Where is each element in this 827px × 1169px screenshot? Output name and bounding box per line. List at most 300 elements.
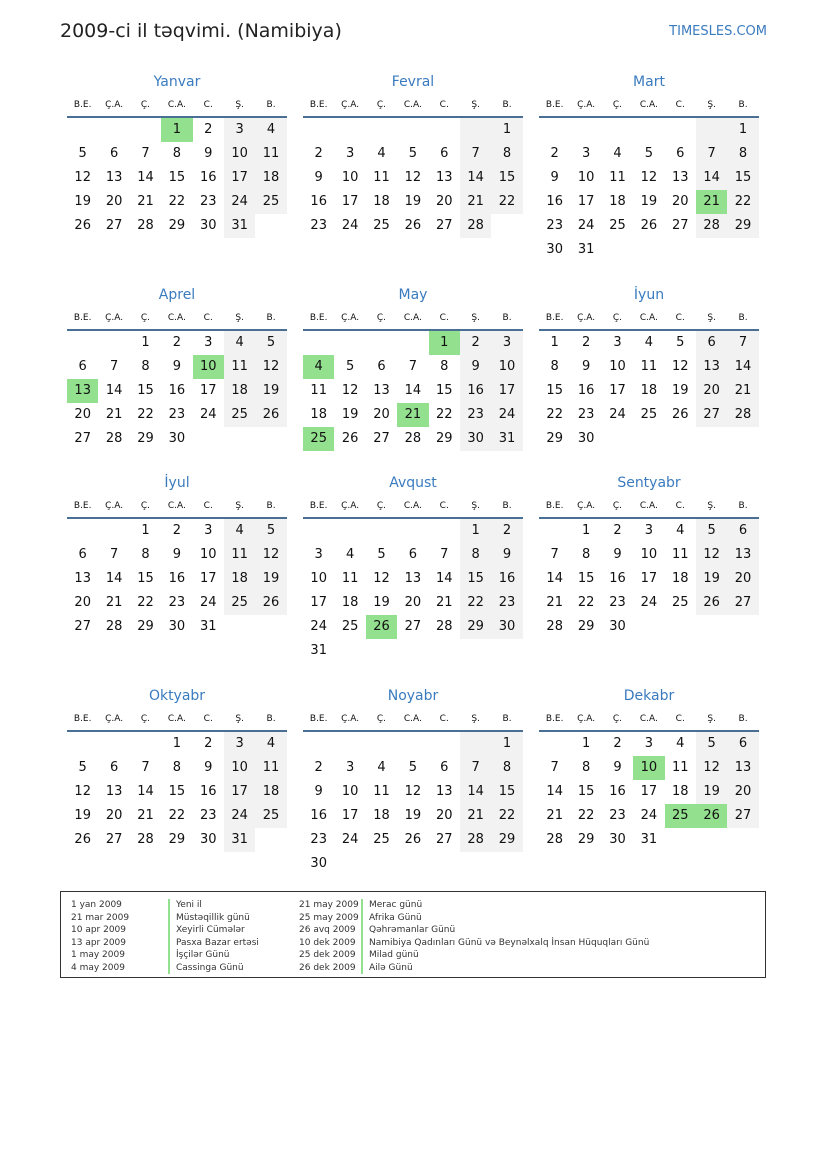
day-cell: 13	[74, 571, 91, 586]
day-cell: 18	[341, 595, 359, 610]
day-cell: 8	[460, 543, 491, 567]
month-name: Oktyabr	[148, 688, 206, 704]
day-cell: 13	[727, 543, 758, 567]
day-cell: 7	[440, 547, 449, 562]
day-cell: 28	[546, 619, 563, 634]
day-cell: 13	[671, 170, 689, 185]
weekday-label: B.	[738, 714, 748, 724]
weekday-label: B.E.	[309, 714, 328, 724]
day-cell: 17	[224, 166, 255, 190]
weekday-header	[303, 708, 523, 732]
day-cell: 19	[341, 407, 359, 422]
day-cell: 11	[373, 784, 390, 799]
day-cell: 20	[727, 567, 758, 591]
day-cell: 23	[546, 218, 563, 233]
day-cell: 22	[546, 407, 563, 422]
day-cell: 7	[109, 547, 119, 562]
day-cell-empty	[334, 331, 365, 355]
day-cell-empty	[539, 732, 570, 756]
day-cell: 11	[224, 355, 255, 379]
day-cell-empty	[303, 732, 334, 756]
day-cell: 28	[460, 214, 491, 238]
day-cell: 8	[581, 760, 591, 775]
day-cell: 24	[341, 218, 359, 233]
day-cell: 18	[255, 166, 286, 190]
day-cell: 9	[460, 355, 491, 379]
day-cell: 11	[373, 170, 390, 185]
day-cell: 16	[168, 383, 186, 398]
day-cell: 26	[341, 431, 359, 446]
day-cell: 14	[546, 571, 563, 586]
weekday-label: B.E.	[545, 714, 564, 724]
day-cell: 14	[404, 383, 422, 398]
day-cell: 5	[78, 760, 87, 775]
day-cell: 22	[577, 808, 595, 823]
day-cell: 15	[137, 571, 154, 586]
day-cell: 12	[373, 571, 390, 586]
day-cell: 19	[640, 194, 658, 209]
day-cell: 29	[137, 431, 154, 446]
day-cell: 30	[491, 615, 522, 639]
day-cell: 19	[255, 567, 286, 591]
day-cell: 9	[172, 359, 181, 374]
day-cell: 12	[404, 170, 422, 185]
day-cell: 19	[404, 808, 422, 823]
day-cell-empty	[539, 519, 570, 543]
day-cell: 21	[137, 194, 154, 209]
day-cell: 28	[137, 218, 154, 233]
month-name: Dekabr	[623, 688, 675, 704]
day-cell: 24	[224, 804, 255, 828]
day-cell-empty	[366, 331, 397, 355]
day-cell-empty	[397, 732, 428, 756]
day-cell: 6	[676, 146, 685, 161]
day-cell: 27	[105, 218, 123, 233]
day-cell: 4	[676, 736, 685, 751]
day-cell: 3	[345, 146, 355, 161]
legend-date: 25 dek 2009	[299, 950, 356, 960]
day-cell: 21	[105, 595, 123, 610]
day-cell: 9	[550, 170, 559, 185]
weekday-label: C.A.	[639, 100, 658, 110]
day-cell: 3	[224, 118, 255, 142]
legend-date: 4 may 2009	[71, 962, 125, 973]
day-cell: 8	[550, 359, 559, 374]
day-cell: 30	[609, 832, 626, 847]
weekday-label: B.	[738, 501, 748, 511]
day-cell: 16	[460, 379, 491, 403]
weekday-label: Ç.A.	[105, 501, 124, 511]
day-cell: 26	[671, 407, 689, 422]
day-cell: 30	[168, 619, 186, 634]
day-cell: 1	[460, 519, 491, 543]
weekday-label: C.	[203, 313, 213, 323]
day-cell: 6	[696, 331, 727, 355]
holiday-legend	[60, 891, 766, 978]
legend-holiday-name: Afrika Günü	[361, 912, 422, 925]
weekday-label: C.A.	[639, 714, 658, 724]
weekday-label: C.A.	[167, 714, 186, 724]
day-cell: 8	[141, 547, 150, 562]
day-cell: 23	[199, 194, 217, 209]
weekday-label: B.	[738, 100, 748, 110]
day-cell: 27	[74, 431, 91, 446]
day-cell: 1	[727, 118, 758, 142]
day-cell: 11	[640, 359, 658, 374]
day-cell-empty	[539, 118, 570, 142]
day-cell: 3	[613, 335, 622, 350]
day-cell: 3	[581, 146, 591, 161]
weekday-label: Ç.	[612, 313, 623, 323]
day-cell: 23	[199, 808, 217, 823]
day-cell-holiday: 4	[303, 355, 334, 379]
day-cell: 10	[640, 547, 658, 562]
month-fevral	[303, 75, 523, 238]
legend-row	[299, 912, 649, 925]
legend-holiday-name: Cassinga Günü	[168, 962, 244, 975]
day-cell: 23	[310, 832, 327, 847]
day-cell-empty	[303, 519, 334, 543]
day-cell: 7	[460, 756, 491, 780]
weekday-header	[67, 94, 287, 118]
day-grid	[303, 732, 523, 876]
day-grid	[539, 732, 759, 852]
day-cell: 10	[310, 571, 327, 586]
page-title: 2009-ci il təqvimi. (Namibiya)	[60, 20, 342, 42]
day-cell: 15	[727, 166, 758, 190]
weekday-label: Ç.	[612, 501, 623, 511]
weekday-label: B.	[266, 100, 276, 110]
weekday-header	[539, 708, 759, 732]
day-cell: 27	[373, 431, 390, 446]
day-cell-holiday: 26	[696, 804, 727, 828]
day-cell: 1	[172, 736, 181, 751]
day-cell: 21	[460, 190, 491, 214]
weekday-label: Ş.	[471, 313, 480, 323]
day-cell: 24	[199, 595, 217, 610]
day-cell: 21	[137, 808, 154, 823]
day-cell: 25	[255, 804, 286, 828]
day-cell: 12	[341, 383, 359, 398]
day-cell: 29	[727, 214, 758, 238]
day-cell: 6	[109, 760, 119, 775]
day-cell-empty	[303, 118, 334, 142]
day-cell: 27	[435, 218, 453, 233]
legend-holiday-name: Yeni il	[168, 899, 202, 912]
day-cell: 9	[314, 170, 323, 185]
day-cell-holiday: 21	[696, 190, 727, 214]
day-cell: 15	[491, 780, 522, 804]
day-cell: 6	[440, 760, 449, 775]
weekday-label: B.E.	[73, 313, 92, 323]
day-cell: 7	[696, 142, 727, 166]
day-cell-empty	[366, 519, 397, 543]
weekday-label: B.E.	[309, 313, 328, 323]
day-cell: 2	[172, 523, 181, 538]
day-cell: 10	[577, 170, 595, 185]
day-cell: 2	[314, 146, 323, 161]
day-cell: 6	[727, 732, 758, 756]
legend-date: 13 apr 2009	[71, 937, 127, 948]
day-cell: 12	[696, 543, 727, 567]
day-cell: 8	[440, 359, 449, 374]
day-cell: 4	[345, 547, 355, 562]
day-cell-empty	[397, 519, 428, 543]
day-cell: 5	[696, 732, 727, 756]
day-cell-empty	[130, 118, 161, 142]
day-cell: 10	[609, 359, 626, 374]
day-grid	[539, 519, 759, 639]
day-cell: 4	[255, 118, 286, 142]
legend-row	[299, 899, 649, 912]
day-cell: 23	[168, 595, 186, 610]
day-cell: 1	[491, 118, 522, 142]
day-cell: 1	[141, 523, 150, 538]
day-cell: 28	[137, 832, 154, 847]
weekday-label: B.	[502, 313, 512, 323]
day-cell-empty	[366, 118, 397, 142]
day-cell: 17	[640, 784, 658, 799]
day-cell: 14	[696, 166, 727, 190]
legend-holiday-name: Namibiya Qadınları Günü və Beynəlxalq İnsan Hüquqları Günü	[361, 937, 649, 950]
site-logo[interactable]: TIMESLES.COM	[669, 24, 767, 39]
day-cell: 20	[696, 379, 727, 403]
day-cell: 11	[671, 760, 689, 775]
day-cell: 17	[491, 379, 522, 403]
day-cell: 31	[224, 828, 255, 852]
day-cell: 21	[727, 379, 758, 403]
day-cell: 10	[491, 355, 522, 379]
day-cell: 17	[609, 383, 626, 398]
day-cell: 15	[577, 784, 595, 799]
day-cell: 11	[671, 547, 689, 562]
day-cell: 12	[696, 756, 727, 780]
day-cell: 22	[491, 190, 522, 214]
day-cell: 25	[224, 591, 255, 615]
day-cell: 7	[550, 760, 559, 775]
legend-holiday-name: Qəhrəmanlar Günü	[361, 924, 455, 937]
day-cell: 29	[546, 431, 563, 446]
weekday-label: Ç.	[612, 714, 623, 724]
day-cell: 22	[137, 407, 154, 422]
day-cell: 25	[255, 190, 286, 214]
day-cell: 29	[168, 218, 186, 233]
day-cell: 7	[109, 359, 119, 374]
day-cell: 1	[581, 736, 591, 751]
day-cell: 30	[168, 431, 186, 446]
day-cell: 25	[341, 619, 359, 634]
legend-row	[299, 924, 649, 937]
day-cell-empty	[334, 118, 365, 142]
weekday-label: C.	[675, 313, 685, 323]
day-grid	[303, 118, 523, 238]
day-cell-empty	[696, 118, 727, 142]
weekday-label: Ş.	[707, 313, 716, 323]
legend-holiday-name: Xeyirli Cümələr	[168, 924, 245, 937]
weekday-label: B.E.	[73, 501, 92, 511]
weekday-label: B.	[738, 313, 748, 323]
day-cell-empty	[665, 118, 696, 142]
weekday-label: C.A.	[639, 501, 658, 511]
weekday-label: C.A.	[167, 313, 186, 323]
day-cell-empty	[334, 732, 365, 756]
weekday-header	[303, 94, 523, 118]
legend-date: 26 avq 2009	[299, 925, 356, 935]
weekday-label: B.E.	[545, 501, 564, 511]
day-cell: 21	[546, 595, 563, 610]
day-cell-empty	[429, 732, 460, 756]
day-cell: 17	[310, 595, 327, 610]
day-cell: 20	[105, 808, 123, 823]
legend-date: 10 apr 2009	[71, 925, 127, 935]
day-cell: 2	[613, 736, 622, 751]
weekday-label: Ç.A.	[577, 501, 596, 511]
weekday-label: Ç.	[376, 714, 387, 724]
legend-holiday-name: Milad günü	[361, 949, 419, 962]
day-cell: 16	[609, 784, 626, 799]
day-cell: 31	[224, 214, 255, 238]
weekday-label: B.E.	[309, 501, 328, 511]
day-cell: 16	[310, 194, 327, 209]
day-cell: 9	[491, 543, 522, 567]
day-cell-holiday: 25	[303, 427, 334, 451]
legend-row	[61, 912, 259, 925]
weekday-label: Ş.	[707, 501, 716, 511]
day-cell: 7	[727, 331, 758, 355]
weekday-label: C.	[439, 714, 449, 724]
weekday-header	[539, 307, 759, 331]
day-cell: 4	[676, 523, 685, 538]
month-name: Fevral	[391, 74, 435, 90]
month-name: İyun	[633, 287, 665, 303]
day-cell: 8	[727, 142, 758, 166]
day-cell: 4	[377, 146, 386, 161]
weekday-label: C.A.	[639, 313, 658, 323]
day-cell: 16	[199, 170, 217, 185]
day-cell-empty	[130, 732, 161, 756]
day-cell: 26	[255, 591, 286, 615]
day-cell: 7	[550, 547, 559, 562]
day-cell: 8	[581, 547, 591, 562]
weekday-label: Ş.	[235, 501, 244, 511]
day-cell: 18	[224, 567, 255, 591]
day-cell-empty	[602, 118, 633, 142]
weekday-label: Ç.	[140, 714, 151, 724]
month-dekabr	[539, 689, 759, 852]
day-cell: 18	[255, 780, 286, 804]
day-cell: 16	[491, 567, 522, 591]
month-mart	[539, 75, 759, 262]
day-cell: 3	[204, 523, 213, 538]
weekday-label: C.A.	[403, 313, 422, 323]
weekday-label: Ç.	[140, 313, 151, 323]
day-cell: 24	[609, 407, 626, 422]
day-cell-empty	[98, 519, 129, 543]
day-cell: 22	[491, 804, 522, 828]
legend-date: 1 may 2009	[71, 950, 125, 960]
day-cell: 29	[168, 832, 186, 847]
legend-row	[61, 899, 259, 912]
day-cell: 2	[204, 736, 213, 751]
day-cell: 24	[577, 218, 595, 233]
day-cell: 17	[640, 571, 658, 586]
month-name: Aprel	[158, 287, 196, 303]
day-cell: 26	[640, 218, 658, 233]
weekday-label: C.A.	[403, 501, 422, 511]
day-cell: 1	[141, 335, 150, 350]
day-cell: 23	[460, 403, 491, 427]
weekday-label: B.E.	[73, 100, 92, 110]
day-cell: 21	[435, 595, 453, 610]
day-cell: 8	[172, 146, 181, 161]
weekday-label: Ç.	[376, 501, 387, 511]
day-cell: 29	[137, 619, 154, 634]
day-cell: 7	[460, 142, 491, 166]
month-aprel	[67, 288, 287, 451]
legend-column-2	[299, 899, 649, 974]
day-cell: 18	[640, 383, 658, 398]
weekday-label: Ç.A.	[341, 100, 360, 110]
day-cell-empty	[366, 732, 397, 756]
day-cell: 5	[408, 760, 417, 775]
day-cell: 20	[105, 194, 123, 209]
day-cell-empty	[67, 519, 98, 543]
day-cell: 24	[199, 407, 217, 422]
day-cell: 26	[404, 832, 422, 847]
day-cell: 16	[199, 784, 217, 799]
day-cell: 6	[408, 547, 417, 562]
day-cell: 15	[435, 383, 453, 398]
weekday-label: Ş.	[235, 714, 244, 724]
legend-row	[61, 924, 259, 937]
day-cell: 3	[204, 335, 213, 350]
day-cell: 12	[255, 355, 286, 379]
day-cell: 25	[640, 407, 658, 422]
day-cell: 14	[105, 383, 123, 398]
day-cell: 19	[671, 383, 689, 398]
legend-holiday-name: Merac günü	[361, 899, 422, 912]
day-cell-holiday: 10	[193, 355, 224, 379]
day-cell: 23	[168, 407, 186, 422]
day-cell: 8	[172, 760, 181, 775]
day-cell: 10	[224, 142, 255, 166]
day-grid	[539, 331, 759, 451]
weekday-label: C.	[675, 100, 685, 110]
day-cell: 19	[696, 780, 727, 804]
weekday-label: B.E.	[309, 100, 328, 110]
day-cell: 9	[613, 547, 622, 562]
day-cell: 28	[546, 832, 563, 847]
day-cell: 17	[199, 383, 217, 398]
day-cell: 28	[105, 619, 123, 634]
day-cell: 3	[224, 732, 255, 756]
day-cell-empty	[429, 118, 460, 142]
day-cell: 16	[546, 194, 563, 209]
legend-holiday-name: Pasxa Bazar ertəsi	[168, 937, 259, 950]
day-cell: 5	[78, 146, 87, 161]
day-cell: 27	[727, 804, 758, 828]
day-cell: 23	[609, 808, 626, 823]
day-grid	[67, 732, 287, 852]
day-cell: 26	[696, 591, 727, 615]
weekday-label: C.A.	[403, 100, 422, 110]
day-cell: 18	[224, 379, 255, 403]
day-cell: 3	[644, 736, 653, 751]
day-cell: 6	[78, 547, 87, 562]
day-cell: 5	[345, 359, 355, 374]
legend-holiday-name: İşçilər Günü	[168, 949, 229, 962]
day-cell: 31	[491, 427, 522, 451]
